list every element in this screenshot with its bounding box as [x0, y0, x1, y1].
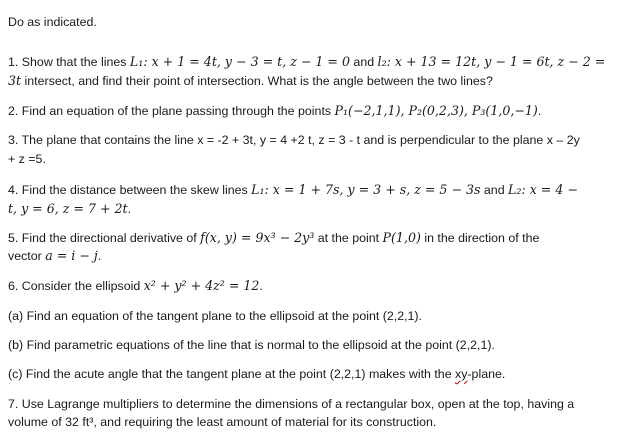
problem-3-line-2: + z =5. [8, 152, 46, 166]
problem-1-line-1: 1. Show that the lines L₁: x + 1 = 4t, y − 3 = t, z − 1 = 0 and l₂: x + 13 = 12t, y − 1 = 6t, z − 2 = [8, 54, 606, 69]
problem-6c: (c) Find the acute angle that the tangent plane at the point (2,2,1) makes with the xy-plane. [8, 367, 506, 381]
math-function: f(x, y) = 9x³ − 2y³ [200, 230, 315, 245]
math-skew-l2: L₂: x = 4 − [508, 182, 578, 197]
problem-7-line-2: volume of 32 ft³, and requiring the least amount of material for its construction. [8, 415, 437, 429]
math-point-p: P(1,0) [382, 230, 421, 245]
math-points: P₁(−2,1,1), P₂(0,2,3), P₃(1,0,−1) [334, 103, 538, 118]
problem-6a: (a) Find an equation of the tangent plane to the ellipsoid at the point (2,2,1). [8, 309, 422, 323]
intro-text: Do as indicated. [8, 15, 97, 29]
problem-3-line-1: 3. The plane that contains the line x = -2 + 3t, y = 4 +2 t, z = 3 - t and is perpendicular to the plane x – 2y [8, 133, 580, 147]
math-vector-a: a = i − j [45, 248, 98, 263]
math-line-l1: L₁: x + 1 = 4t, y − 3 = t, z − 1 = 0 [129, 54, 350, 69]
math-skew-l2-cont: t, y = 6, z = 7 + 2t [8, 201, 128, 216]
problem-6b: (b) Find parametric equations of the line that is normal to the ellipsoid at the point (2,2,1). [8, 338, 495, 352]
problem-1-line-2: 3t intersect, and find their point of intersection. What is the angle between the two lines? [8, 73, 493, 88]
math-line-l2: l₂: x + 13 = 12t, y − 1 = 6t, z − 2 = [377, 54, 606, 69]
math-skew-l1: L₁: x = 1 + 7s, y = 3 + s, z = 5 − 3s [251, 182, 481, 197]
problem-5-line-2: vector a = i − j. [8, 248, 102, 263]
problem-4-line-2: t, y = 6, z = 7 + 2t. [8, 201, 132, 216]
problem-7-line-1: 7. Use Lagrange multipliers to determine the dimensions of a rectangular box, open at the top, having a [8, 397, 575, 411]
problem-2: 2. Find an equation of the plane passing through the points P₁(−2,1,1), P₂(0,2,3), P₃(1,0,−1). [8, 103, 542, 118]
problem-6: 6. Consider the ellipsoid x² + y² + 4z² = 12. [8, 278, 263, 293]
spellcheck-underlined-word: xy [455, 367, 468, 381]
problem-5-line-1: 5. Find the directional derivative of f(x, y) = 9x³ − 2y³ at the point P(1,0) in the direction of the [8, 230, 540, 245]
math-ellipsoid: x² + y² + 4z² = 12 [143, 278, 260, 293]
problem-4-line-1: 4. Find the distance between the skew lines L₁: x = 1 + 7s, y = 3 + s, z = 5 − 3s and L₂: x = 4 − [8, 182, 578, 197]
math-3t: 3t [8, 73, 22, 88]
